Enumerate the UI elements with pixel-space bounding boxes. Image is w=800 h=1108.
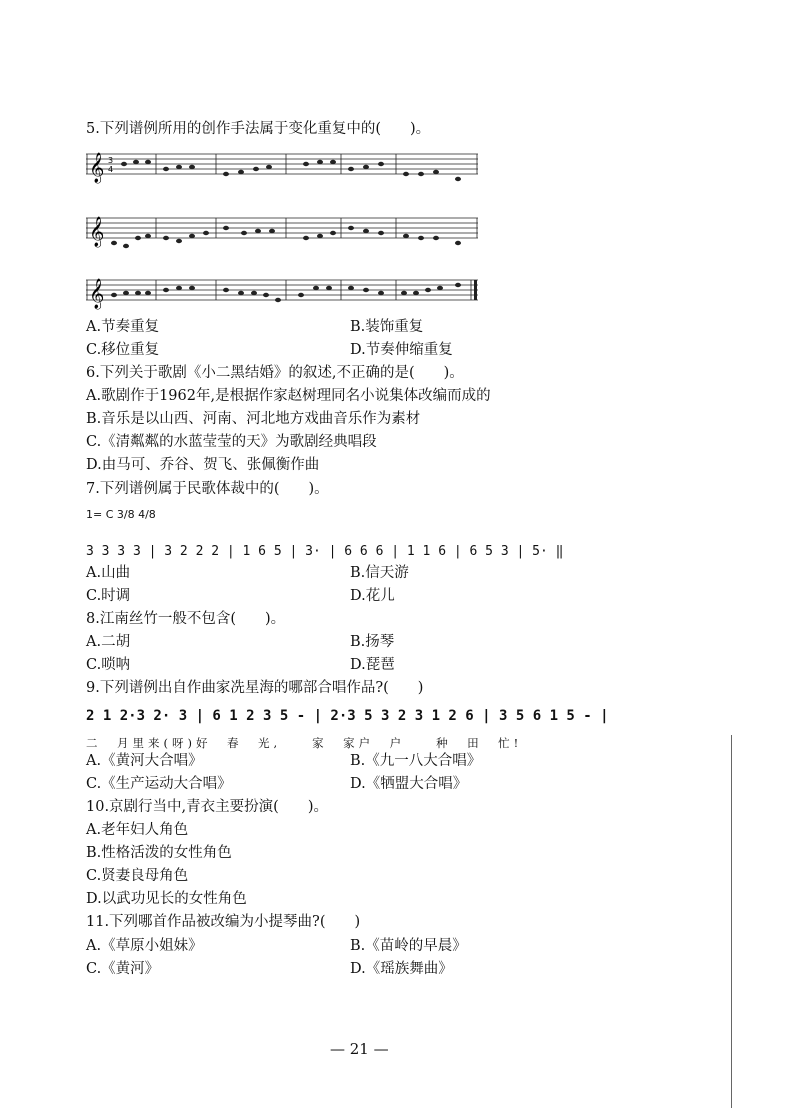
q6-stem: 6.下列关于歌剧《小二黑结婚》的叙述,不正确的是( )。 bbox=[86, 365, 464, 381]
svg-text:𝄞: 𝄞 bbox=[89, 279, 105, 309]
page-number: — 21 — bbox=[330, 1040, 389, 1058]
svg-text:𝄞: 𝄞 bbox=[89, 217, 105, 247]
staff-system-3 bbox=[86, 272, 478, 312]
q5-option-c: C.移位重复 bbox=[86, 342, 160, 358]
q9-notation: 2 1 2·3 2· 3 | 6 1 2 3 5 - | 2·3 5 3 2 3 1 2 6 | 3 5 6 1 5 - | bbox=[86, 708, 609, 724]
q5-option-d: D.节奏伸缩重复 bbox=[350, 342, 453, 358]
q11-option-d: D.《瑶族舞曲》 bbox=[350, 961, 453, 977]
q5-option-a: A.节奏重复 bbox=[86, 319, 160, 335]
staff-system-2 bbox=[86, 210, 478, 250]
q9-lyrics: 二 月里来(呀)好 春 光, 家 家户 户 种 田 忙! bbox=[86, 736, 523, 750]
q9-option-d: D.《牺盟大合唱》 bbox=[350, 776, 468, 792]
q10-option-c: C.贤妻良母角色 bbox=[86, 868, 189, 884]
svg-text:4: 4 bbox=[108, 165, 114, 174]
q7-notation: 3 3 3 3 | 3 2 2 2 | 1 6 5 | 3· | 6 6 6 | 1 1 6 | 6 5 3 | 5· ‖ bbox=[86, 544, 564, 559]
q11-option-c: C.《黄河》 bbox=[86, 961, 160, 977]
q10-option-d: D.以武功见长的女性角色 bbox=[86, 891, 247, 907]
svg-text:3: 3 bbox=[108, 156, 114, 165]
q7-key-signature: 1= C 3/8 4/8 bbox=[86, 508, 156, 521]
q11-stem: 11.下列哪首作品被改编为小提琴曲?( ) bbox=[86, 914, 361, 930]
q9-option-c: C.《生产运动大合唱》 bbox=[86, 776, 232, 792]
q7-option-a: A.山曲 bbox=[86, 565, 131, 581]
q8-option-b: B.扬琴 bbox=[350, 634, 395, 650]
q7-stem: 7.下列谱例属于民歌体裁中的( )。 bbox=[86, 481, 329, 497]
treble-clef-icon: 𝄞 bbox=[89, 153, 105, 183]
q11-option-b: B.《苗岭的早晨》 bbox=[350, 938, 467, 954]
q9-stem: 9.下列谱例出自作曲家冼星海的哪部合唱作品?( ) bbox=[86, 680, 424, 696]
staff-system-1 bbox=[86, 146, 478, 186]
q6-option-a: A.歌剧作于1962年,是根据作家赵树理同名小说集体改编而成的 bbox=[86, 388, 491, 404]
q10-option-a: A.老年妇人角色 bbox=[86, 822, 189, 838]
q7-option-c: C.时调 bbox=[86, 588, 131, 604]
q5-stem: 5.下列谱例所用的创作手法属于变化重复中的( )。 bbox=[86, 121, 431, 137]
q5-option-b: B.装饰重复 bbox=[350, 319, 424, 335]
q8-option-a: A.二胡 bbox=[86, 634, 131, 650]
q11-option-a: A.《草原小姐妹》 bbox=[86, 938, 203, 954]
page-edge-rule bbox=[731, 735, 732, 1108]
q9-option-b: B.《九一八大合唱》 bbox=[350, 753, 482, 769]
q6-option-c: C.《清粼粼的水蓝莹莹的天》为歌剧经典唱段 bbox=[86, 434, 377, 450]
q6-option-d: D.由马可、乔谷、贺飞、张佩衡作曲 bbox=[86, 457, 320, 473]
q9-option-a: A.《黄河大合唱》 bbox=[86, 753, 203, 769]
q8-option-c: C.唢呐 bbox=[86, 657, 131, 673]
q8-stem: 8.江南丝竹一般不包含( )。 bbox=[86, 611, 286, 627]
q8-option-d: D.琵琶 bbox=[350, 657, 395, 673]
q7-option-b: B.信天游 bbox=[350, 565, 409, 581]
q10-stem: 10.京剧行当中,青衣主要扮演( )。 bbox=[86, 799, 328, 815]
q6-option-b: B.音乐是以山西、河南、河北地方戏曲音乐作为素材 bbox=[86, 411, 421, 427]
q7-option-d: D.花儿 bbox=[350, 588, 395, 604]
q10-option-b: B.性格活泼的女性角色 bbox=[86, 845, 232, 861]
